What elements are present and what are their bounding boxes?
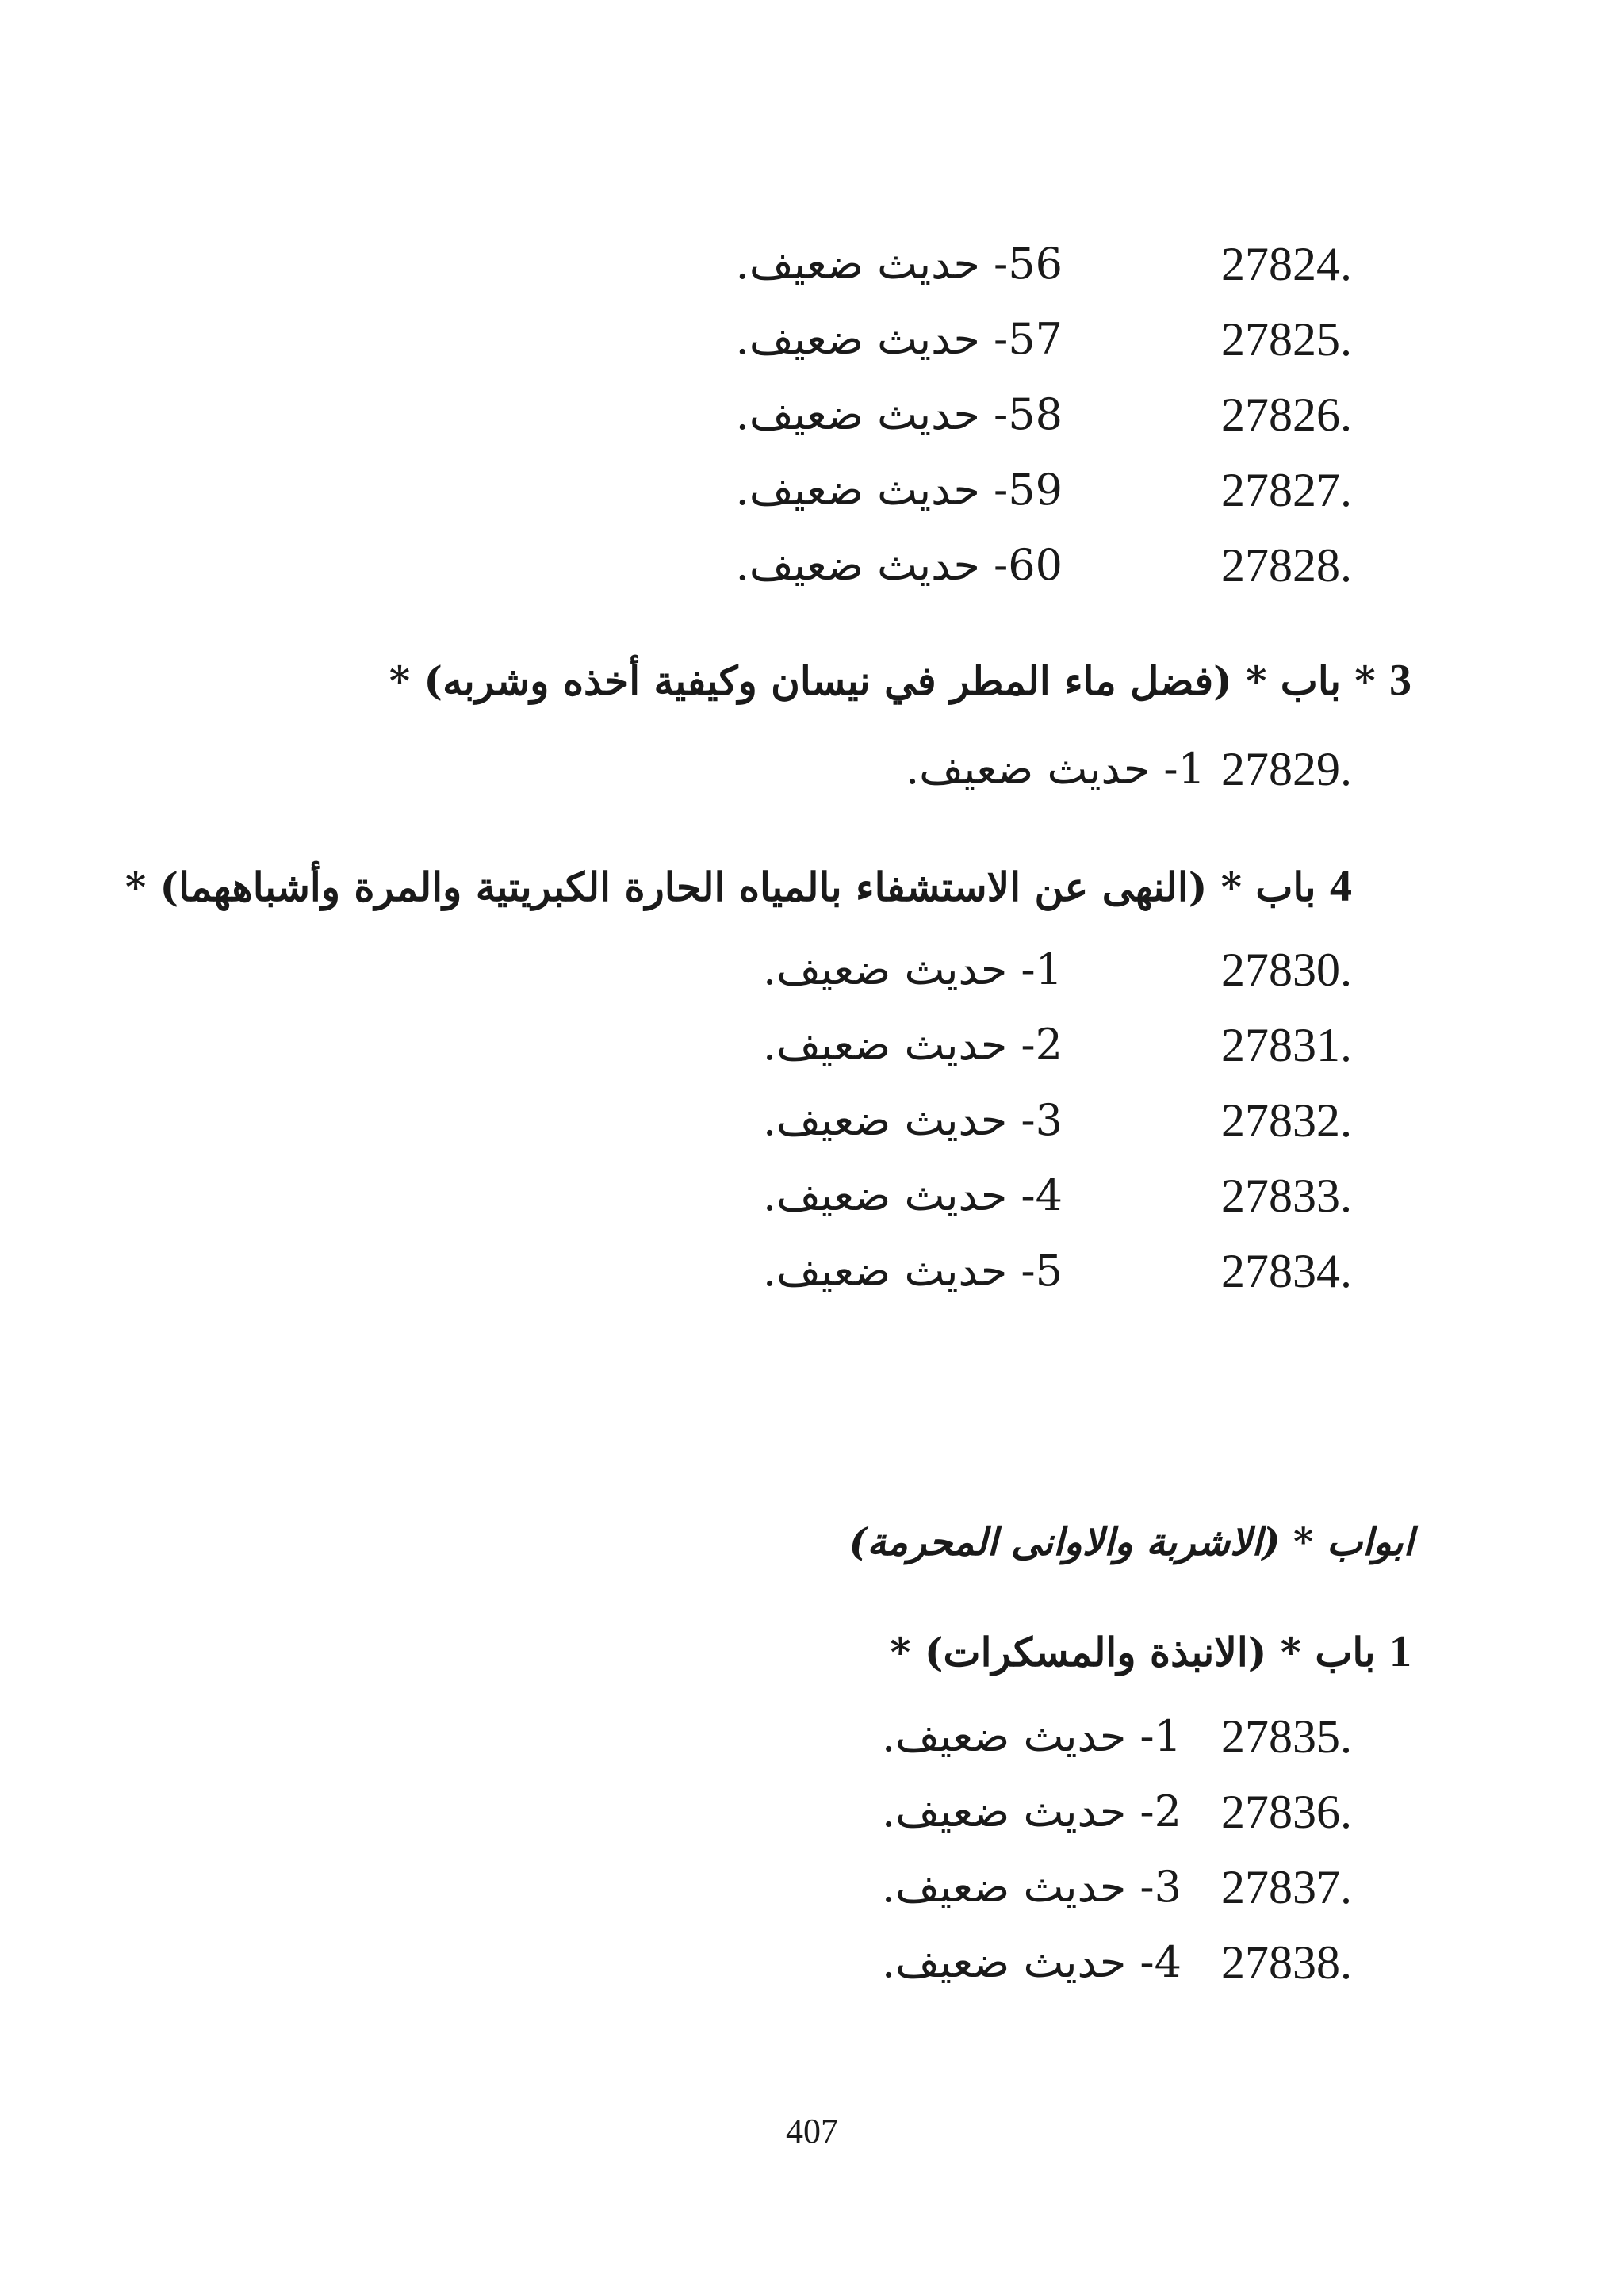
entry-text: 1- حديث ضعيف.: [763, 944, 1063, 994]
chapter-title: باب * (الانبذة والمسكرات) *: [890, 1629, 1376, 1676]
entry-number: 27830.: [1221, 944, 1352, 996]
entry-text: 4- حديث ضعيف.: [763, 1170, 1063, 1220]
hadith-entry: [714, 312, 1352, 367]
entry-text: 58- حديث ضعيف.: [735, 389, 1063, 439]
chapter-title: باب * (النهى عن الاستشفاء بالمياه الحارة الكبريتية والمرة وأشباههما) *: [124, 864, 1316, 910]
hadith-entry: [714, 236, 1352, 292]
entry-text: 56- حديث ضعيف.: [735, 239, 1063, 289]
hadith-entry: [872, 741, 1352, 797]
hadith-entry: [753, 1017, 1352, 1073]
entry-number: 27829.: [1221, 743, 1352, 795]
entry-text: 59- حديث ضعيف.: [735, 465, 1063, 515]
hadith-entry: [753, 942, 1352, 998]
entry-number: 27833.: [1221, 1170, 1352, 1222]
hadith-entry: [753, 1168, 1352, 1224]
chapter-number: 4: [1330, 862, 1352, 911]
entry-number: 27835.: [1221, 1710, 1352, 1763]
hadith-entry: [714, 538, 1352, 593]
chapter-number: 1: [1389, 1627, 1411, 1676]
hadith-entry: [714, 462, 1352, 518]
entry-number: 27825.: [1221, 313, 1352, 366]
hadith-entry: [714, 387, 1352, 442]
entry-number: 27836.: [1221, 1786, 1352, 1838]
entry-text: 57- حديث ضعيف.: [735, 314, 1063, 364]
hadith-entry: [872, 1709, 1352, 1764]
chapter-heading: [890, 1624, 1411, 1680]
hadith-entry: [872, 1935, 1352, 1990]
hadith-entry: [872, 1859, 1352, 1915]
entry-text: 1- حديث ضعيف.: [906, 744, 1205, 794]
entry-text: 3- حديث ضعيف.: [763, 1095, 1063, 1145]
entry-number: 27832.: [1221, 1094, 1352, 1147]
hadith-entry: [872, 1784, 1352, 1840]
entry-text: 60- حديث ضعيف.: [735, 540, 1063, 590]
entry-number: 27831.: [1221, 1019, 1352, 1071]
entry-number: 27834.: [1221, 1245, 1352, 1297]
entry-text: 1- حديث ضعيف.: [882, 1711, 1182, 1761]
chapter-heading: [389, 653, 1411, 709]
entry-number: 27837.: [1221, 1861, 1352, 1913]
entry-number: 27826.: [1221, 389, 1352, 441]
chapter-heading: [125, 859, 1352, 915]
entry-text: 3- حديث ضعيف.: [882, 1862, 1182, 1912]
entry-text: 2- حديث ضعيف.: [882, 1787, 1182, 1836]
entry-text: 4- حديث ضعيف.: [882, 1937, 1182, 1987]
entry-number: 27827.: [1221, 464, 1352, 516]
hadith-entry: [753, 1243, 1352, 1299]
entry-number: 27828.: [1221, 539, 1352, 592]
page-number: 407: [786, 2112, 838, 2150]
entry-number: 27824.: [1221, 238, 1352, 290]
entry-text: 5- حديث ضعيف.: [763, 1246, 1063, 1296]
chapter-title: * باب * (فضل ماء المطر في نيسان وكيفية أخذه وشربه) *: [389, 657, 1376, 704]
entry-number: 27838.: [1221, 1936, 1352, 1989]
chapter-number: 3: [1389, 656, 1411, 705]
hadith-entry: [753, 1093, 1352, 1148]
entry-text: 2- حديث ضعيف.: [763, 1020, 1063, 1070]
section-title: ابواب * (الاشربة والاوانى المحرمة): [848, 1520, 1414, 1564]
